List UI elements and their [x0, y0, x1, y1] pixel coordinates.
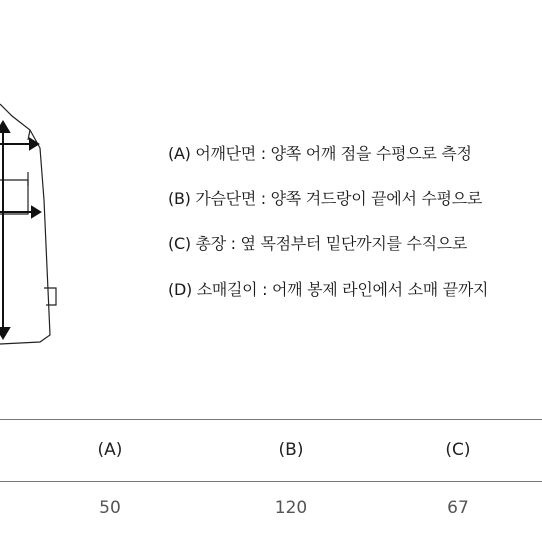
shirt-measurement-diagram [0, 0, 80, 360]
shirt-outline [0, 104, 50, 344]
measurement-description-a: (A) 어깨단면 : 양쪽 어깨 점을 수평으로 측정 [168, 144, 472, 163]
chest-arrow-head [32, 207, 40, 217]
measurement-description-c: (C) 총장 : 옆 목점부터 밑단까지를 수직으로 [168, 234, 468, 253]
table-header-a: (A) [97, 440, 123, 460]
table-middle-divider [0, 481, 542, 482]
table-top-divider [0, 419, 542, 420]
table-value-c: 67 [447, 498, 469, 518]
length-arrow-bottom [0, 328, 9, 338]
measurement-description-b: (B) 가슴단면 : 양쪽 겨드랑이 끝에서 수평으로 [168, 189, 483, 208]
table-value-b: 120 [274, 498, 308, 518]
shirt-pocket [0, 180, 28, 214]
table-header-c: (C) [445, 440, 471, 460]
table-header-b: (B) [278, 440, 304, 460]
measurement-description-d: (D) 소매길이 : 어깨 봉제 라인에서 소매 끝까지 [168, 280, 489, 299]
shoulder-arrow-head [30, 139, 38, 149]
table-value-a: 50 [99, 498, 121, 518]
length-arrow-top [0, 122, 9, 132]
cuff [44, 288, 56, 305]
